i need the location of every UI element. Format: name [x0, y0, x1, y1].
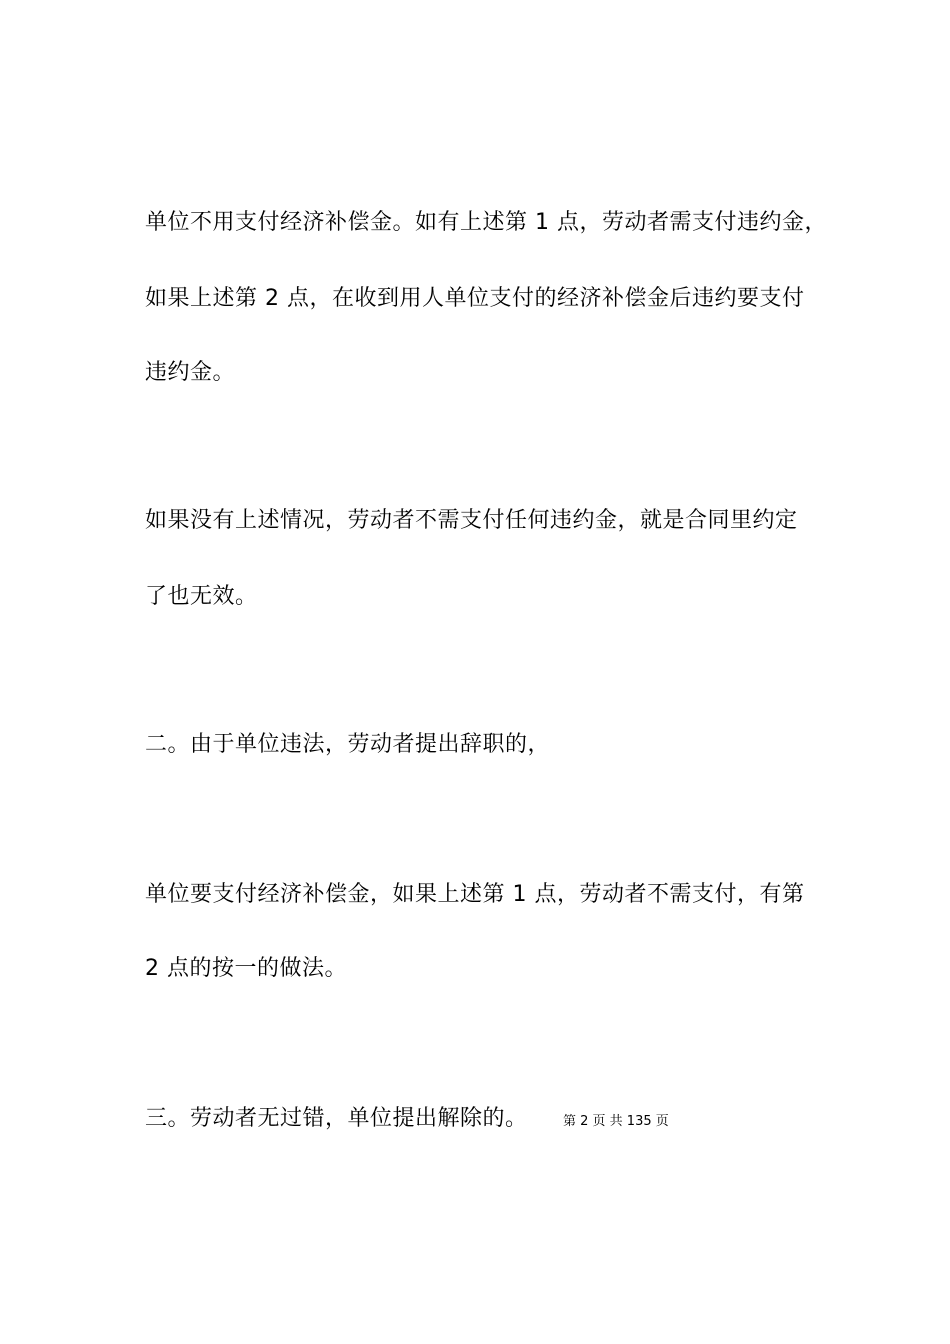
page-number-footer: 第 2 页 共 135 页 [563, 1114, 669, 1129]
section-heading-two: 二。由于单位违法，劳动者提出辞职的， [145, 732, 551, 757]
paragraph-1-line-1: 单位不用支付经济补偿金。如有上述第 1 点，劳动者需支付违约金， [145, 210, 827, 235]
paragraph-1-line-2: 如果上述第 2 点，在收到用人单位支付的经济补偿金后违约要支付 [145, 286, 805, 311]
paragraph-1-line-3: 违约金。 [145, 360, 236, 385]
paragraph-2-line-2: 了也无效。 [145, 584, 258, 609]
paragraph-4-line-2: 2 点的按一的做法。 [145, 956, 347, 981]
paragraph-4-line-1: 单位要支付经济补偿金，如果上述第 1 点，劳动者不需支付，有第 [145, 882, 805, 907]
section-heading-three: 三。劳动者无过错，单位提出解除的。 [145, 1106, 528, 1131]
paragraph-2-line-1: 如果没有上述情况，劳动者不需支付任何违约金，就是合同里约定 [145, 508, 798, 533]
